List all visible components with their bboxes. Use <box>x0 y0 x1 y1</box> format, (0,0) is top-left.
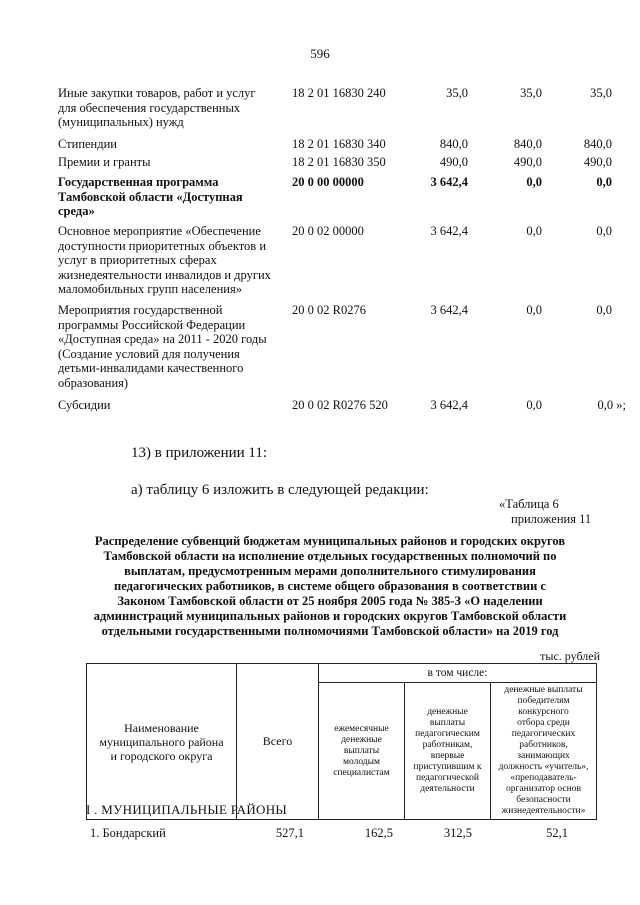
row-value-3: 0,0 <box>596 175 612 189</box>
header-first-time-payments: денежные выплаты педагогическим работникам, впервые приступившим к педагогической деятельности <box>405 683 491 820</box>
row-value-1: 490,0 <box>439 155 468 169</box>
row-value-3: 0,0 <box>596 303 612 317</box>
row-name: Премии и гранты <box>58 155 151 169</box>
row-value-3: 0,0 »; <box>597 398 626 412</box>
unit-label: тыс. рублей <box>540 649 600 663</box>
row-code: 18 2 01 16830 350 <box>292 155 386 169</box>
row-value-2: 35,0 <box>520 86 542 100</box>
row-value-2: 0,0 <box>526 224 542 238</box>
header-total: Всего <box>237 664 319 820</box>
header-name: Наименование муниципального района и городского округа <box>87 664 237 820</box>
subvention-table <box>86 663 597 820</box>
header-contest-winner-payments: денежные выплаты победителям конкурсного отбора среди педагогических работников, занимающих должность «учитель», «преподаватель- организатор основ безопасности жизнедеятельности» <box>491 683 597 820</box>
row-code: 18 2 01 16830 240 <box>292 86 386 100</box>
header-including: в том числе: <box>319 664 597 683</box>
amendment-subitem: а) таблицу 6 изложить в следующей редакции: <box>131 482 429 498</box>
row-code: 20 0 02 00000 <box>292 224 364 238</box>
district-total: 527,1 <box>275 826 304 840</box>
row-name: Субсидии <box>58 398 111 412</box>
row-value-2: 0,0 <box>526 175 542 189</box>
page-number: 596 <box>310 46 330 61</box>
row-name: Стипендии <box>58 137 117 151</box>
row-value-3: 35,0 <box>590 86 612 100</box>
district-contest: 52,1 <box>546 826 568 840</box>
row-code: 20 0 00 00000 <box>292 175 364 189</box>
header-monthly-payments: ежемесячные денежные выплаты молодым специалистам <box>319 683 405 820</box>
row-value-1: 3 642,4 <box>430 303 468 317</box>
row-value-1: 3 642,4 <box>430 224 468 238</box>
row-name: Мероприятия государственной программы Российской Федерации «Доступная среда» на 2011 - 2020 годы (Создание условий для получения детьми-инвалидами качественного образования) <box>58 303 267 390</box>
row-value-2: 0,0 <box>526 303 542 317</box>
table-reference: «Таблица 6 <box>499 497 559 511</box>
row-value-1: 3 642,4 <box>430 175 468 189</box>
row-value-2: 490,0 <box>513 155 542 169</box>
district-monthly: 162,5 <box>364 826 393 840</box>
row-value-3: 840,0 <box>583 137 612 151</box>
row-code: 18 2 01 16830 340 <box>292 137 386 151</box>
amendment-item: 13) в приложении 11: <box>131 445 268 461</box>
table-title: Распределение субвенций бюджетам муниципальных районов и городских округов Тамбовской области на исполнение отдельных государственных полномочий по выплатам, предусмотренным мерами дополнительного стимулирования педагогических работников, в системе общего образования в соответствии с Законом Тамбовской области от 25 ноября 2005 года № 385-З «О наделении администраций муниципальных районов и городских округов Тамбовской области отдельными государственными полномочиями Тамбовской области» на 2019 год <box>93 534 567 638</box>
row-value-3: 490,0 <box>583 155 612 169</box>
section-label: I . МУНИЦИПАЛЬНЫЕ РАЙОНЫ <box>86 802 288 817</box>
row-code: 20 0 02 R0276 520 <box>292 398 388 412</box>
table-reference-appendix: приложения 11 <box>511 512 592 526</box>
row-value-2: 0,0 <box>526 398 542 412</box>
row-value-2: 840,0 <box>513 137 542 151</box>
row-name: Государственная программа Тамбовской области «Доступная среда» <box>58 175 243 218</box>
row-code: 20 0 02 R0276 <box>292 303 366 317</box>
district-name: 1. Бондарский <box>90 826 166 840</box>
row-value-1: 3 642,4 <box>430 398 468 412</box>
row-name: Основное мероприятие «Обеспечение доступности приоритетных объектов и услуг в приоритетных сферах жизнедеятельности инвалидов и других маломобильных групп населения» <box>58 224 271 296</box>
row-value-1: 35,0 <box>446 86 468 100</box>
row-value-1: 840,0 <box>439 137 468 151</box>
district-first-time: 312,5 <box>443 826 472 840</box>
row-value-3: 0,0 <box>596 224 612 238</box>
row-name: Иные закупки товаров, работ и услуг для обеспечения государственных (муниципальных) нужд <box>58 86 256 129</box>
